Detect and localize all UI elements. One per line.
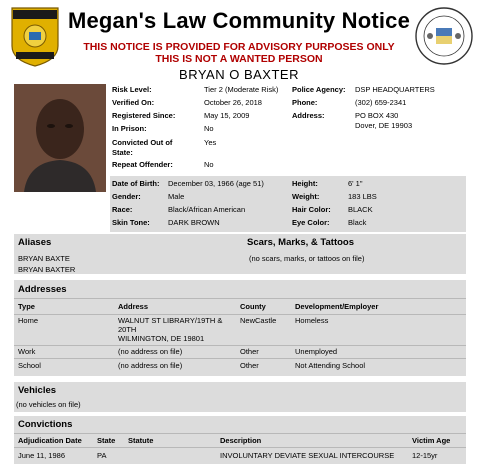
address-row-address-line1: (no address on file) [118,347,183,356]
divider [14,298,466,299]
advisory-line-2: THIS IS NOT A WANTED PERSON [155,53,323,65]
address-row-address-line1: WALNUT ST LIBRARY/19TH & [118,316,223,325]
address-row-address-line3: WILMINGTON, DE 19801 [118,334,205,343]
conviction-row-state: PA [97,451,107,460]
vehicles-title: Vehicles [18,385,57,396]
hair-color-value: BLACK [348,205,373,214]
address-col-employer: Development/Employer [295,302,379,311]
verified-on-label: Verified On: [112,98,155,107]
dob-label: Date of Birth: [112,179,160,188]
vehicles-text: (no vehicles on file) [16,400,81,409]
physical-band [110,176,466,232]
convicted-out-of-state-value: Yes [204,138,217,147]
address-col-type: Type [18,302,35,311]
in-prison-label: In Prison: [112,124,147,133]
conviction-row-victim-age: 12-15yr [412,451,438,460]
address-row-type: School [18,361,41,370]
address-row-address-line1: (no address on file) [118,361,183,370]
risk-level-label: Risk Level: [112,85,152,94]
repeat-offender-value: No [204,160,214,169]
in-prison-value: No [204,124,214,133]
address-label: Address: [292,111,325,120]
advisory-line-1: THIS NOTICE IS PROVIDED FOR ADVISORY PURPOSES ONLY [83,41,395,53]
scars-text: (no scars, marks, or tattoos on file) [249,254,365,263]
risk-level-value: Tier 2 (Moderate Risk) [204,85,279,94]
addresses-title: Addresses [18,284,67,295]
hair-color-label: Hair Color: [292,205,331,214]
aliases-band [14,234,466,274]
conviction-col-date: Adjudication Date [18,436,82,445]
aliases-title: Aliases [18,237,52,248]
verified-on-value: October 26, 2018 [204,98,262,107]
agency-address-line-1: PO BOX 430 [355,111,399,120]
phone-value: (302) 659-2341 [355,98,407,107]
skin-tone-value: DARK BROWN [168,218,220,227]
phone-label: Phone: [292,98,318,107]
dob-value: December 03, 1966 (age 51) [168,179,264,188]
eye-color-value: Black [348,218,367,227]
address-col-county: County [240,302,266,311]
police-agency-value: DSP HEADQUARTERS [355,85,435,94]
repeat-offender-label: Repeat Offender: [112,160,173,169]
divider [14,447,466,448]
height-value: 6' 1" [348,179,363,188]
weight-label: Weight: [292,192,320,201]
address-row-employer: Not Attending School [295,361,366,370]
registered-since-value: May 15, 2009 [204,111,250,120]
height-label: Height: [292,179,318,188]
convicted-out-of-state-label: Convicted Out of State: [112,138,173,157]
gender-value: Male [168,192,185,201]
address-row-county: NewCastle [240,316,277,325]
race-value: Black/African American [168,205,246,214]
vehicles-band [14,382,466,412]
divider [14,345,466,346]
address-row-county: Other [240,347,259,356]
address-row-county: Other [240,361,259,370]
registered-since-label: Registered Since: [112,111,176,120]
address-row-address-line2: 20TH [118,325,137,334]
page-title: Megan's Law Community Notice [67,8,411,33]
divider [14,433,466,434]
conviction-col-description: Description [220,436,262,445]
conviction-col-statute: Statute [128,436,154,445]
person-name: BRYAN O BAXTER [179,67,299,82]
conviction-col-victim-age: Victim Age [412,436,451,445]
alias-item: BRYAN BAXTE [18,254,70,263]
address-row-type: Work [18,347,36,356]
address-row-type: Home [18,316,39,325]
divider [14,358,466,359]
divider [14,314,466,315]
agency-address-line-2: Dover, DE 19903 [355,121,413,130]
conviction-row-date: June 11, 1986 [18,451,65,460]
race-label: Race: [112,205,133,214]
scars-title: Scars, Marks, & Tattoos [247,237,355,248]
weight-value: 183 LBS [348,192,377,201]
convictions-title: Convictions [18,419,73,430]
alias-item: BRYAN BAXTER [18,265,76,274]
skin-tone-label: Skin Tone: [112,218,150,227]
police-agency-label: Police Agency: [292,85,346,94]
address-col-address: Address [118,302,149,311]
address-row-employer: Unemployed [295,347,338,356]
conviction-row-description: INVOLUNTARY DEVIATE SEXUAL INTERCOURSE [220,451,395,460]
address-row-employer: Homeless [295,316,329,325]
delaware-seal-icon [414,6,474,66]
eye-color-label: Eye Color: [292,218,330,227]
gender-label: Gender: [112,192,141,201]
conviction-col-state: State [97,436,116,445]
offender-photo [14,84,106,192]
